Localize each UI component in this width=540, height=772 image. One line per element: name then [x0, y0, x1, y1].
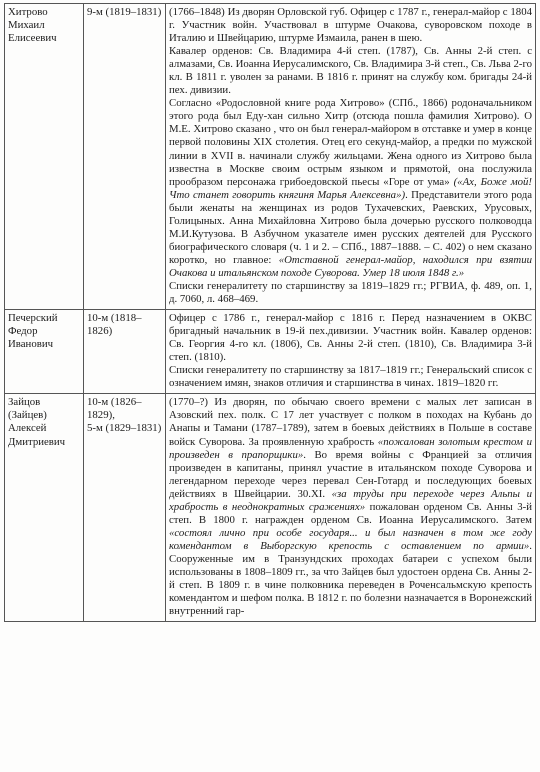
person-name-cell [5, 310, 84, 394]
biography-paragraph [169, 280, 532, 306]
italic-quote: «состоял лично при особе государя... и был назначен в том же году комендантом в Выборгскую крепость с оставлением по армии» [169, 526, 532, 552]
person-name-line: Хитрово [8, 6, 48, 18]
person-name-line: Иванович [8, 338, 54, 351]
person-name-line: Михаил [8, 19, 45, 32]
regiment-line: 9-м (1819–1831) [87, 6, 162, 18]
biography-paragraph [169, 364, 532, 390]
biography-cell [166, 310, 536, 394]
biography-paragraph [169, 45, 532, 97]
person-name-line: Дмитриевич [8, 435, 66, 448]
regiment-line: 10-м (1818–1826) [87, 312, 142, 338]
table-row [5, 4, 536, 310]
text-run: . Сооруженные им в Транзундских проходах батареи с успехом были использованы в 1808–1809 гг., за что Зайцев был удостоен ордена Св. Анны 2-й степ. В 1809 г. в чине полковника переведен в Роченсальмскую крепость комендантом и шефом полка. В 1812 г. по болезни назначается в Воронежский внутренний гар- [169, 539, 532, 618]
text-run: Кавалер орденов: Св. Владимира 4-й степ. (1787), Св. Анны 2-й степ. с алмазами, Св. Иоанна Иерусалимского, Св. Владимира 3-й степ., Св. Льва 2-го кл. В 1811 г. уволен за ранами. В 1816 г. принят на службу ком. бригады 24-й пех. дивизии. [169, 45, 532, 97]
person-name-line: Зайцов [8, 396, 41, 409]
regiment-cell [84, 310, 166, 394]
person-name-line: Печерский [8, 312, 58, 325]
generals-table [4, 3, 536, 622]
table-body [5, 4, 536, 622]
person-name-line: (Зайцев) [8, 409, 47, 422]
person-name-line: Алексей [8, 422, 47, 435]
regiment-line: 10-м (1826–1829), [87, 396, 142, 422]
italic-quote: «пожалован золотым крестом и произведен в прапорщики» [169, 435, 532, 461]
text-run: Списки генералитету по старшинству за 1817–1819 гг.; Генеральский список с означением имян, знаков отличия и старшинства в чинах. 1819–1820 гг. [169, 364, 532, 390]
text-run: Согласно «Родословной книге рода Хитрово» (СПб., 1866) родоначальником этого рода был Еду-хан сильно Хитр (отсюда пошла фамилия Хитрово). О М.Е. Хитрово сказано , что он был генерал-майором в отставке и умер в конце первой половины XIX столетия. Отец его секунд-майор, а предки по мужской линии в XVII в. начинали службу жильцами. Жена одного из Хитрово была известна в Москве своим острым языком и прямотой, она послужила прообразом персонажа грибоедовской пьесы «Горе от ума» [169, 97, 532, 188]
italic-quote: «Отставной генерал-майор, находился при взятии Очакова и итальянском походе Суворова. Умер 18 июля 1848 г.» [169, 253, 533, 279]
person-name-cell [5, 394, 84, 622]
person-name-line: Елисеевич [8, 32, 57, 45]
biography-paragraph [169, 396, 532, 618]
text-run: . Во время войны с Францией за отличия произведен в капитаны, принял участие в итальянском походе Суворова и легендарном переходе через перевал Сен-Готард и последующих боевых действиях в Швейцарии. 30.XI. [169, 448, 532, 500]
regiment-cell [84, 394, 166, 622]
text-run: Списки генералитету по старшинству за 1819–1829 гг.; РГВИА, ф. 489, оп. 1, д. 7060, л. 468–469. [169, 279, 532, 306]
biography-paragraph [169, 312, 532, 364]
biography-cell [166, 4, 536, 310]
text-run: . Представители этого рода были женаты на женщинах из родов Тухачевских, Раевских, Урусовых, Голицыных. Анна Михайловна Хитрово была дочерью русского полководца М.И.Кутузова. В Азбучном указателе имен русских деятелей для Русского биографического словаря (ч. 1 и 2. – СПб., 1887–1888. – С. 402) о нем сказано коротко, но главное: [169, 188, 532, 266]
table-row [5, 394, 536, 622]
person-name-cell [5, 4, 84, 310]
regiment-line: 5-м (1829–1831) [87, 422, 162, 435]
biography-paragraph [169, 97, 532, 280]
biography-cell [166, 394, 536, 622]
text-run: (1766–1848) Из дворян Орловской губ. Офицер с 1787 г., генерал-майор с 1804 г. Участник войн. Участвовал в штурме Очакова, суворовском походе в Италию и Швейцарию, штурме Измаила, ранен в шею. [169, 6, 532, 45]
text-run: пожалован орденом Св. Анны 3-й степ. В 1800 г. награжден орденом Св. Иоанна Иерусалимского. Затем [169, 500, 532, 526]
text-run: (1770–?) Из дворян, по обычаю своего времени с малых лет записан в Азовский пех. полк. С 17 лет участвует с полком в походах на Кубань до Анапы и Тамани (1787–1789), затем в боевых действиях в Польше в составе войск Суворова. За проявленную храбрость [169, 396, 532, 448]
italic-quote: «за труды при переходе через Альпы и храбрость в неоднократных сражениях» [169, 487, 532, 513]
text-run: Офицер с 1786 г., генерал-майор с 1816 г. Перед назначением в ОКВС бригадный начальник в 19-й пех.дивизии. Участник войн. Кавалер орденов: Св. Георгия 4-го кл. (1806), Св. Анны 2-й степ. (1810), Св. Владимира 3-й степ. (1810). [169, 312, 532, 364]
biography-paragraph [169, 6, 532, 45]
regiment-cell [84, 4, 166, 310]
table-row [5, 310, 536, 394]
italic-quote: («Ах, Боже мой! Что станет говорить княгиня Марья Алексевна») [169, 175, 533, 201]
person-name-line: Федор [8, 325, 38, 338]
